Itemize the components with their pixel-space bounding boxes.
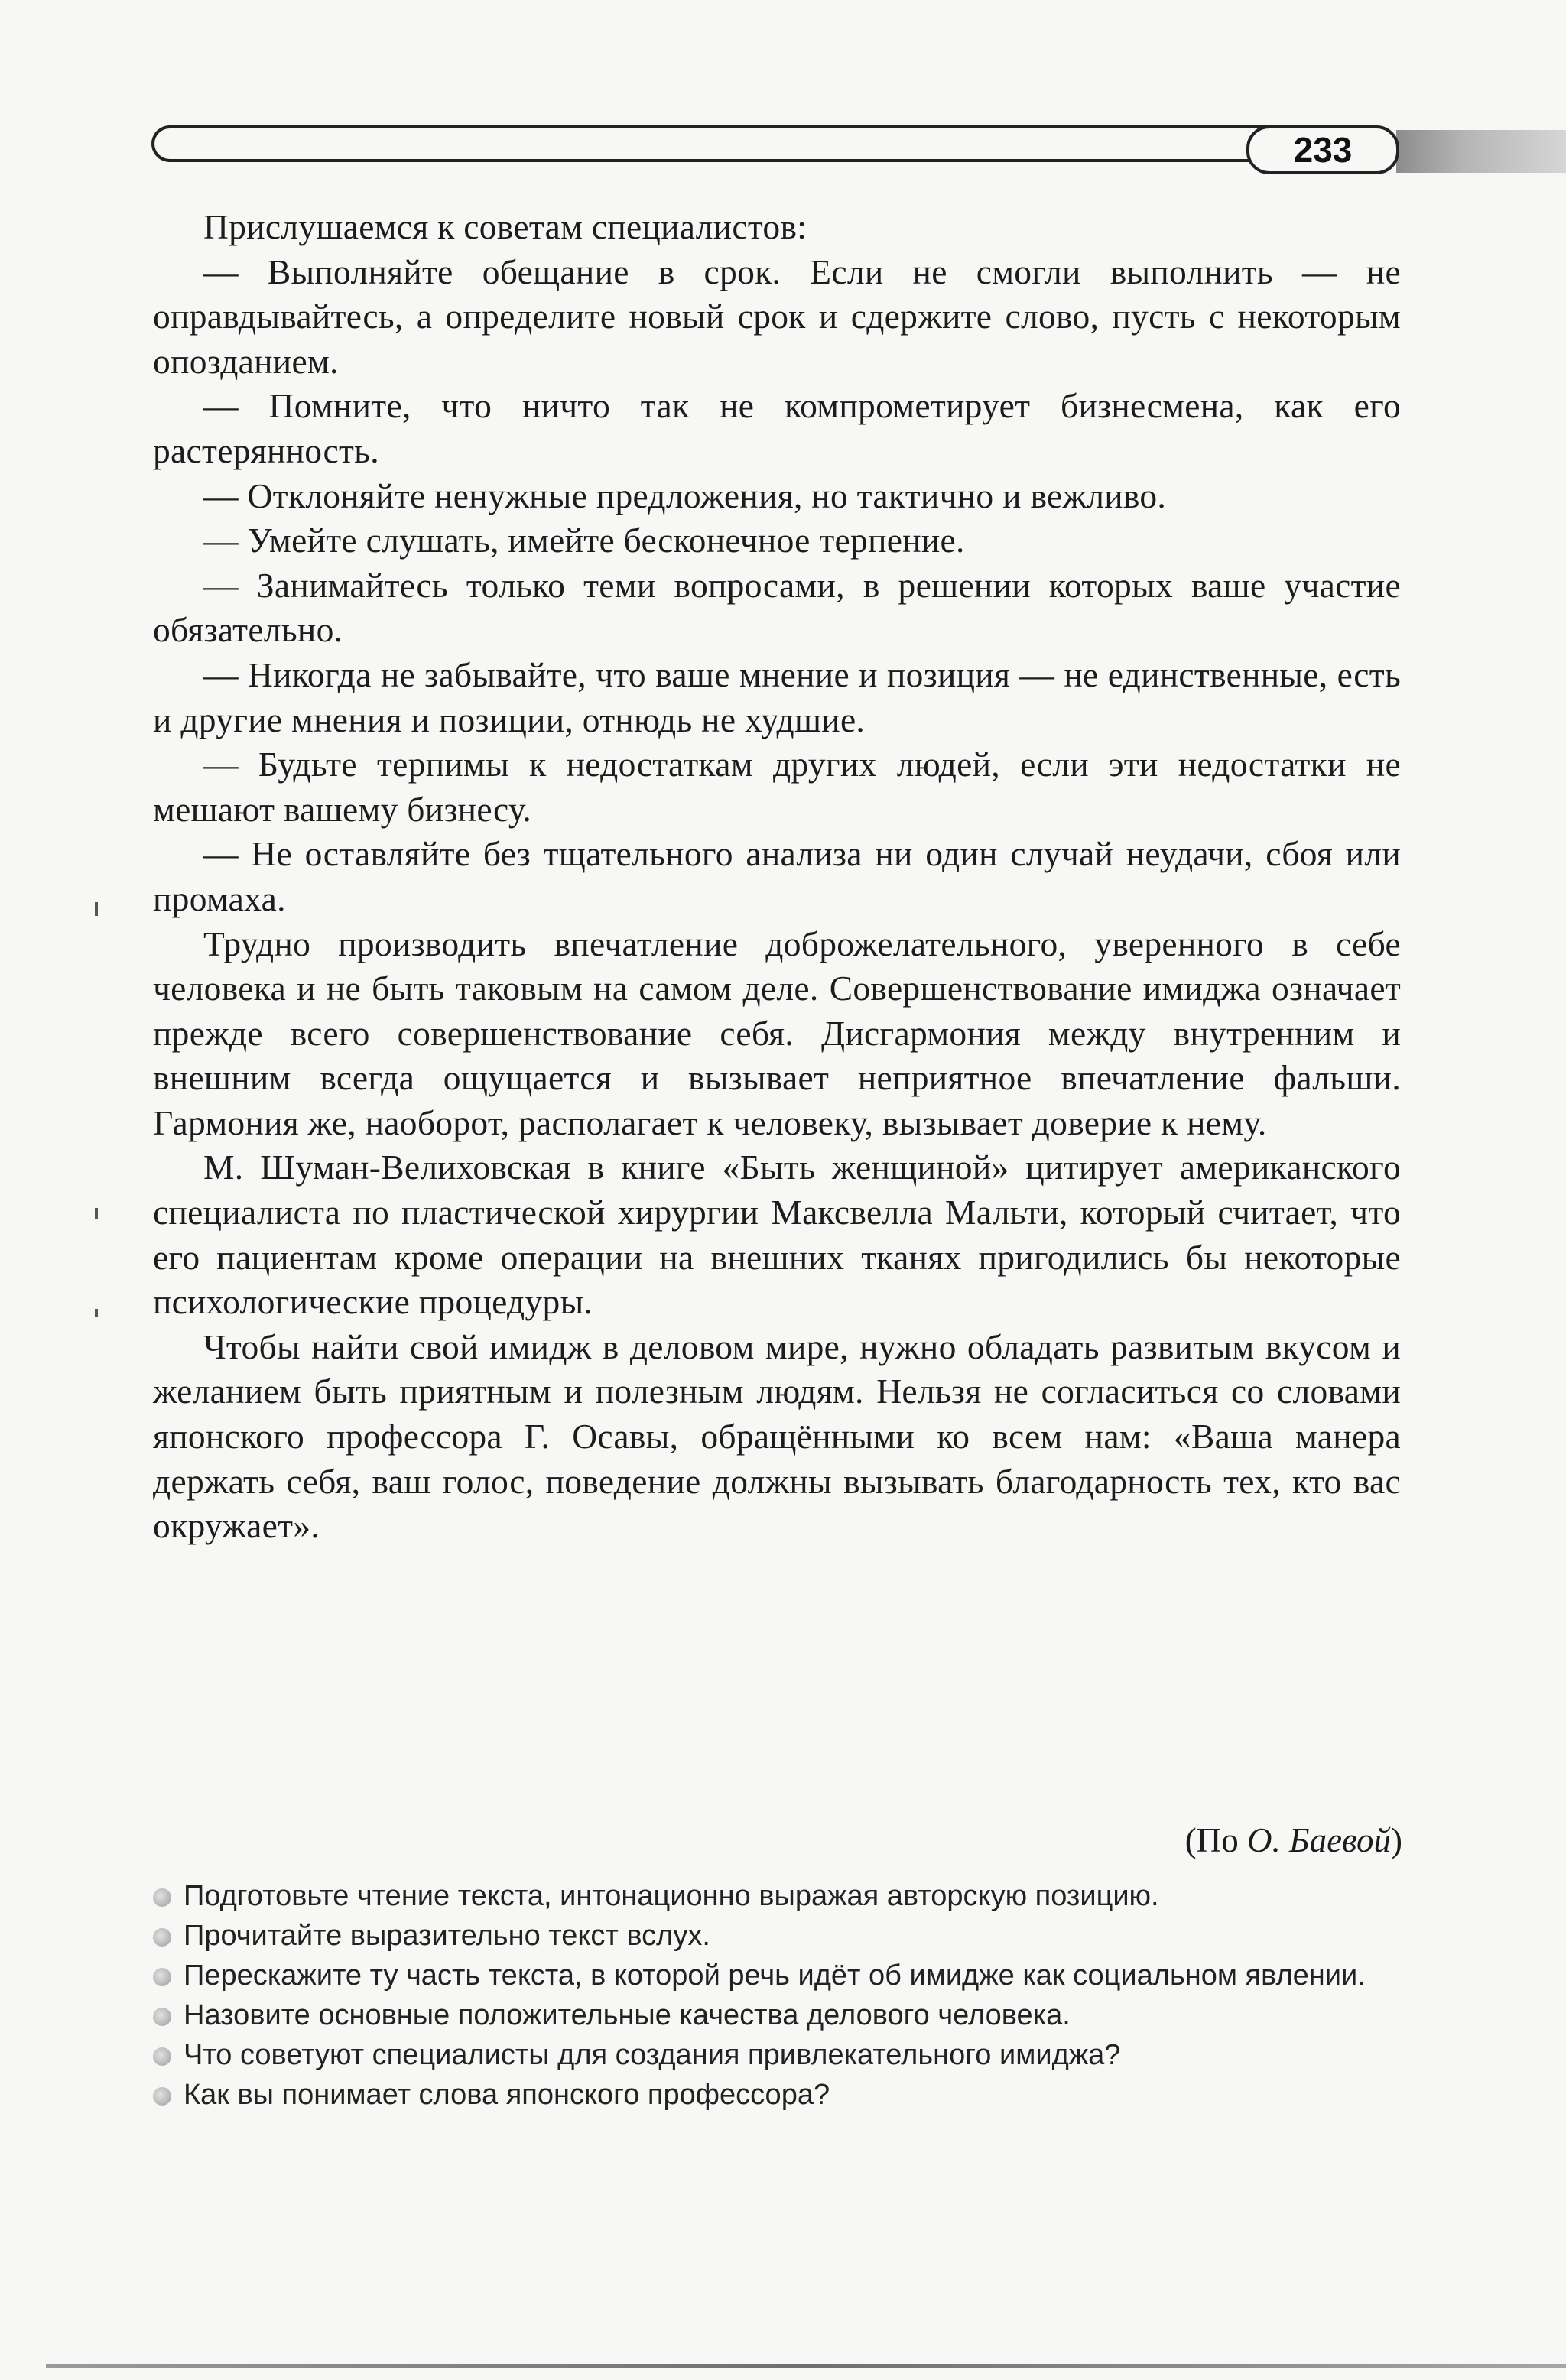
scan-mark — [95, 1208, 98, 1219]
scan-mark — [95, 902, 98, 916]
question-text: Прочитайте выразительно текст вслух. — [184, 1920, 710, 1952]
paragraph: Прислушаемся к советам специалистов: — [203, 207, 807, 246]
question-item — [151, 2035, 1405, 2075]
paragraph: — Не оставляйте без тщательного анализа ни один случай неудачи, сбоя или промаха. — [153, 834, 1401, 918]
paragraph: — Никогда не забывайте, что ваше мнение и позиция — не единственные, есть и другие мнения и позиции, отнюдь не худшие. — [153, 654, 1401, 739]
header-rule — [151, 125, 1268, 162]
bullet-icon — [153, 2087, 171, 2106]
source-attribution — [1185, 1818, 1402, 1862]
paragraph: — Помните, что ничто так не компрометирует бизнесмена, как его растерянность. — [153, 386, 1401, 470]
paragraph: — Будьте терпимы к недостаткам других людей, если эти недостатки не мешают вашему бизнесу. — [153, 745, 1401, 829]
bullet-icon — [153, 2047, 171, 2066]
bullet-icon — [153, 1968, 171, 1986]
source-suffix: ) — [1391, 1821, 1402, 1859]
question-text: Как вы понимает слова японского профессора? — [184, 2079, 830, 2111]
questions-list — [151, 1876, 1405, 2115]
paragraph: — Отклоняйте ненужные предложения, но тактично и вежливо. — [203, 476, 1167, 515]
paragraph: Трудно производить впечатление доброжелательного, уверенного в себе человека и не быть таковым на самом деле. Совершенствование имиджа означает прежде всего совершенствование себя. Дисгармония между внутренним и внешним всегда ощущается и вызывает неприятное впечатление фальши. Гармония же, наоборот, располагает к человеку, вызывает доверие к нему. — [153, 924, 1401, 1142]
page-number: 233 — [1246, 125, 1399, 174]
header-shade — [1396, 130, 1566, 173]
question-item — [151, 1916, 1405, 1956]
question-text: Перескажите ту часть текста, в которой речь идёт об имидже как социальном явлении. — [184, 1960, 1366, 1992]
question-text: Что советуют специалисты для создания привлекательного имиджа? — [184, 2039, 1121, 2071]
paragraph: М. Шуман-Велиховская в книге «Быть женщиной» цитирует американского специалиста по пластической хирургии Максвелла Мальти, который считает, что его пациентам кроме операции на внешних тканях пригодились бы некоторые психологические процедуры. — [153, 1148, 1401, 1322]
paragraph: Чтобы найти свой имидж в деловом мире, нужно обладать развитым вкусом и желанием быть приятным и полезным людям. Нельзя не согласиться со словами японского профессора Г. Осавы, обращёнными ко всем нам: «Ваша манера держать себя, ваш голос, поведение должны вызывать благодарность тех, кто вас окружает». — [153, 1326, 1401, 1546]
main-text — [153, 205, 1401, 1549]
bullet-icon — [153, 2008, 171, 2026]
question-text: Назовите основные положительные качества делового человека. — [184, 1999, 1071, 2031]
question-item — [151, 1995, 1405, 2035]
question-text: Подготовьте чтение текста, интонационно выражая авторскую позицию. — [184, 1880, 1159, 1912]
source-prefix: (По — [1184, 1821, 1248, 1859]
scan-mark — [95, 1309, 98, 1317]
bullet-icon — [153, 1928, 171, 1947]
paragraph: — Занимайтесь только теми вопросами, в решении которых ваше участие обязательно. — [153, 565, 1401, 650]
question-item — [151, 1956, 1405, 1995]
source-author: О. Баевой — [1247, 1821, 1391, 1859]
question-item — [151, 1876, 1405, 1916]
paragraph: — Умейте слушать, имейте бесконечное терпение. — [203, 521, 965, 560]
paragraph: — Выполняйте обещание в срок. Если не смогли выполнить — не оправдывайтесь, а определите новый срок и сдержите слово, пусть с некоторым опозданием. — [153, 252, 1401, 381]
page-bottom-edge — [46, 2364, 1566, 2368]
bullet-icon — [153, 1888, 171, 1907]
question-item — [151, 2075, 1405, 2115]
